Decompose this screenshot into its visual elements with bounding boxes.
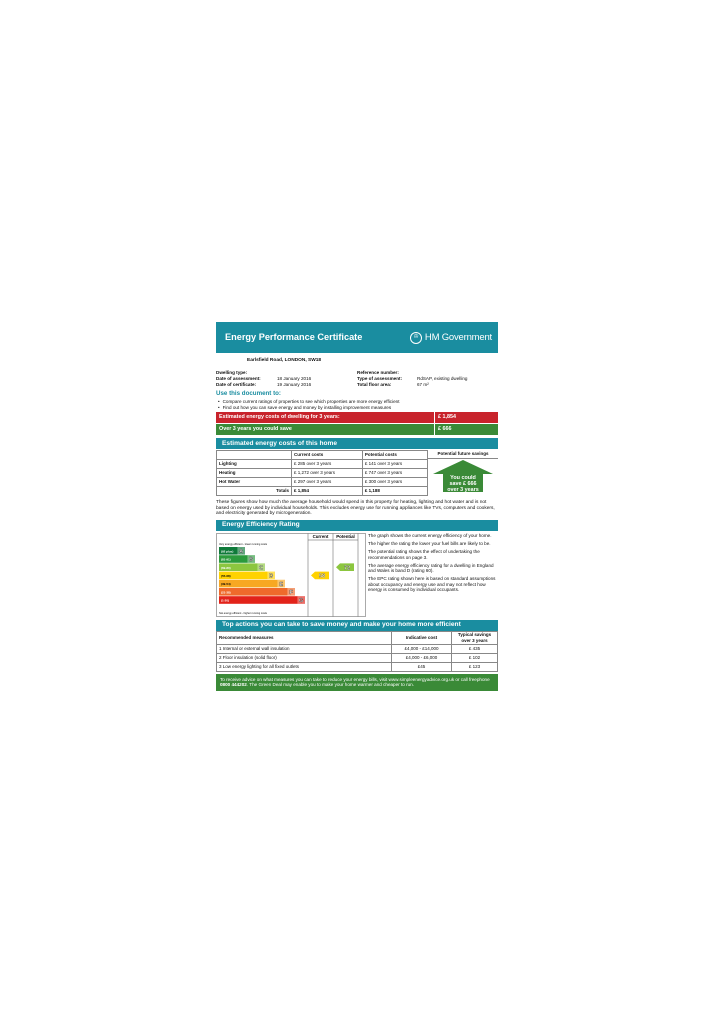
eer-note: The higher the rating the lower your fuel bills are likely to be. [368,541,491,547]
document-title: Energy Performance Certificate [225,331,363,342]
column-header: Indicative cost [392,631,452,644]
current-rating-value: 58 [318,573,326,580]
current-cost: £ 297 over 3 years [292,478,363,487]
advice-footer [216,674,498,691]
eer-note: The potential rating shows the effect of undertaking the recommendations on page 3. [368,549,480,560]
detail-value: 18 January 2016 [277,375,312,381]
eer-note: The graph shows the current energy efficiency of your home. [368,532,492,538]
row-label: Heating [217,469,292,478]
row-label: Lighting [217,460,292,469]
potential-total: £ 1,188 [362,487,427,496]
column-header: Potential costs [362,451,427,460]
costs-table [216,450,428,496]
totals-row [217,487,428,496]
potential-saving-value: £ 666 [434,424,498,435]
row-label: Hot Water [217,478,292,487]
column-header: Recommended measures [217,631,392,644]
band-letter-d: D [269,573,274,580]
indicative-cost: £45 [392,662,452,671]
detail-key: Dwelling type: [216,369,248,375]
energy-efficiency-block [216,533,498,617]
table-row [217,469,428,478]
eer-note: The average energy efficiency rating for a dwelling in England and Wales is band D (rating 60). [368,562,494,574]
table-header-row [217,451,428,460]
actions-section-title: Top actions you can take to save money and make your home more efficient [216,620,498,631]
detail-key: Date of assessment: [216,375,261,381]
measure: 1 Internal or external wall insulation [217,644,392,653]
estimated-cost-bar [216,412,498,423]
costs-section-title: Estimated energy costs of this home [216,438,498,449]
footer-text: To receive advice on what measures you can take to reduce your energy bills, visit www.simpleenergyadvice.org.uk or call freephone [220,676,490,682]
estimated-cost-value: £ 1,854 [434,412,498,423]
details-left [216,370,357,388]
measure: 2 Floor insulation (solid floor) [217,653,392,662]
typical-saving: £ 123 [452,662,498,671]
detail-row [216,382,357,388]
bottom-caption: Not energy efficient - higher running costs [219,611,267,615]
indicative-cost: £4,000 - £14,000 [392,644,452,653]
band-letter-b: B [249,556,254,563]
savings-line-1: You could [450,475,476,482]
epc-document [216,322,498,691]
dwelling-details [216,370,498,388]
potential-saving-label: Over 3 years you could save [219,426,292,433]
costs-note: These figures show how much the average household would spend in this property for heating, lighting and hot water and is not based on energy used by individual households. This excludes energy use for running appliances like TVs, computers and cookers, and electricity generated by microgeneration. [216,500,495,517]
typical-saving: £ 435 [452,644,498,653]
eer-section-title: Energy Efficiency Rating [216,520,498,531]
rating-bands [219,547,305,604]
band-bar-g [219,596,305,604]
band-letter-c: C [259,565,264,572]
hm-government-text: HM Government [424,331,492,343]
band-range-label: (21-38) [221,590,231,595]
totals-label: Totals [217,487,292,496]
savings-line-3: over 3 years [447,487,479,494]
table-row [217,653,498,662]
header-banner [216,322,498,353]
band-range-label: (39-54) [221,581,231,586]
detail-value: 67 m² [417,381,429,387]
property-address: Earlsfield Road, LONDON, SW18 [247,358,322,363]
freephone-number: 0800 444202 [220,682,247,688]
costs-block [216,450,498,496]
band-range-label: (55-68) [221,573,231,578]
detail-key: Type of assessment: [357,375,403,381]
band-range-label: (92 plus) [221,549,234,554]
eer-note: The EPC rating shown here is based on standard assumptions about occupancy and energy use and may not reflect how energy is consumed by individual occupants. [368,576,496,592]
detail-row [357,382,498,388]
potential-saving-bar [216,424,498,435]
estimated-cost-label: Estimated energy costs of dwelling for 3 years: [219,414,340,421]
column-header: Current costs [292,451,363,460]
use-document-list [216,399,498,411]
future-savings-panel [428,450,498,496]
current-total: £ 1,854 [292,487,363,496]
list-item: • Find out how you can save energy and money by installing improvement measures [218,405,498,411]
measure: 3 Low energy lighting for all fixed outlets [217,662,392,671]
up-arrow-icon [428,459,498,493]
table-row [217,478,428,487]
detail-key: Total floor area: [357,381,392,387]
potential-cost: £ 300 over 3 years [362,478,427,487]
table-row [217,644,498,653]
band-range-label: (1-20) [221,598,230,603]
eer-chart [216,533,366,617]
table-header-row [217,631,498,644]
column-header [217,451,292,460]
typical-saving: £ 102 [452,653,498,662]
eer-notes [366,533,498,617]
detail-key: Date of certificate: [216,381,257,387]
rating-markers [311,563,354,579]
top-caption: Very energy efficient - lower running costs [219,542,268,546]
column-header: Typical savings over 3 years [452,631,498,644]
band-letter-f: F [289,589,293,596]
potential-cost: £ 747 over 3 years [362,469,427,478]
table-row [217,662,498,671]
crown-crest-icon: ♔ [410,332,422,344]
indicative-cost: £4,000 - £6,000 [392,653,452,662]
band-range-label: (69-80) [221,565,231,570]
column-header: Potential future savings [428,450,498,459]
use-document-title: Use this document to: [216,389,281,397]
band-range-label: (81-91) [221,557,231,562]
details-right [357,370,498,388]
current-cost: £ 1,272 over 3 years [292,469,363,478]
hm-government-logo [410,332,492,344]
table-row [217,460,428,469]
current-cost: £ 285 over 3 years [292,460,363,469]
actions-table [216,631,498,672]
eer-graph [216,533,366,617]
list-item: • Compare current ratings of properties to see which properties are more energy efficient [218,399,498,405]
band-letter-e: E [279,581,284,588]
potential-rating-value: 72 [343,565,351,572]
detail-value: 19 January 2016 [277,381,312,387]
band-letter-a: A [239,548,244,555]
footer-text-end: . The Green Deal may enable you to make your home warmer and cheaper to run. [246,682,414,688]
potential-column-header: Potential [336,533,355,539]
savings-arrow [428,459,498,493]
band-letter-g: G [299,597,304,604]
detail-value: RdSAP, existing dwelling [417,375,468,381]
current-column-header: Current [312,533,329,539]
detail-key: Reference number: [357,369,399,375]
potential-cost: £ 141 over 3 years [362,460,427,469]
savings-line-2: save £ 666 [449,481,477,488]
